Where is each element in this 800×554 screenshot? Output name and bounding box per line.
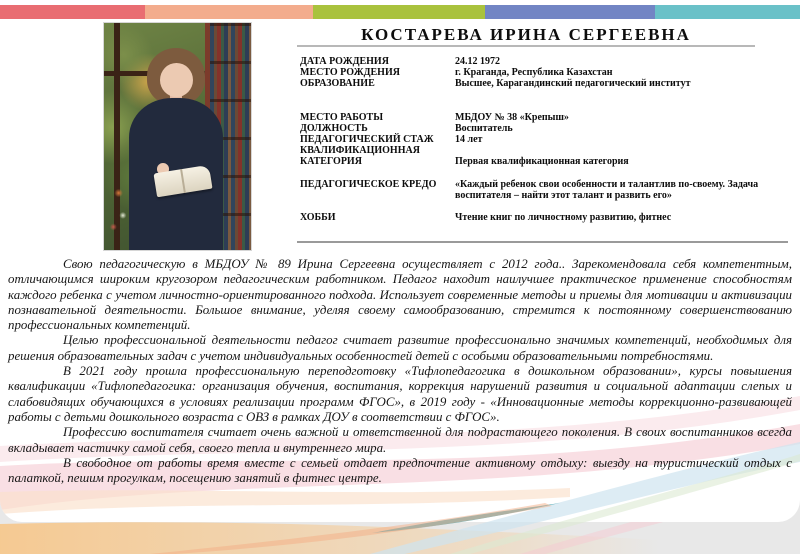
photo-person — [128, 48, 225, 250]
photo-person-face — [160, 63, 193, 97]
ribbon-peach — [0, 488, 570, 514]
info-label: ДОЛЖНОСТЬ — [300, 122, 368, 134]
info-value: «Каждый ребенок свои особенности и талантлив по-своему. Задача воспитателя – найти этот талант и развить его» — [455, 178, 759, 201]
info-row-credo — [300, 179, 792, 201]
stripe-red — [0, 5, 145, 19]
info-label: МЕСТО РАБОТЫ — [300, 111, 384, 123]
info-panel — [300, 56, 792, 223]
info-label: КВАЛИФИКАЦИОННАЯ КАТЕГОРИЯ — [300, 145, 420, 168]
info-value: Воспитатель — [455, 122, 513, 134]
paragraph-profession: Профессию воспитателя считает очень важной и ответственной для подрастающего поколения. В своих воспитанников всегда вкладывает частичку самой себя, своего тепла и внутреннего мира. — [8, 425, 792, 455]
info-label: ПЕДАГОГИЧЕСКИЙ СТАЖ — [300, 134, 434, 146]
stripe-green — [313, 5, 485, 19]
paragraph-training: В 2021 году прошла профессиональную переподготовку «Тифлопедагогика в дошкольном образовании», курсы повышения квалификации «Тифлопедагогика: организация обучения, воспитания, коррекция нарушений развития и социальной адаптации слепых и слабовидящих обучающихся в условиях реализации программ ФГОС», в 2019 году - «Инновационные методы коррекционно-развивающей работы с детьми дошкольного возраста с ОВЗ в рамках ДОУ в соответствии с ФГОС». — [8, 364, 792, 424]
info-row-education — [300, 78, 792, 89]
stripe-blue — [485, 5, 655, 19]
info-label: ХОББИ — [300, 212, 336, 224]
info-value: МБДОУ № 38 «Крепыш» — [455, 111, 569, 123]
info-value: г. Краганда, Республика Казахстан — [455, 67, 613, 79]
section-divider — [297, 241, 788, 243]
info-row-position — [300, 123, 792, 134]
info-row-birth-place — [300, 67, 792, 78]
info-value: Первая квалификационная категория — [455, 156, 629, 168]
info-value: Высшее, Карагандинский педагогический институт — [455, 78, 691, 90]
info-row-workplace — [300, 112, 792, 123]
info-value: 24.12 1972 — [455, 56, 500, 67]
info-value: Чтение книг по личностному развитию, фитнес — [455, 212, 672, 224]
info-label: ОБРАЗОВАНИЕ — [300, 78, 375, 90]
stripe-salmon — [145, 5, 313, 19]
info-label: ПЕДАГОГИЧЕСКОЕ КРЕДО — [300, 178, 437, 190]
biography-text — [8, 257, 792, 486]
top-stripe-bar — [0, 5, 800, 19]
paragraph-goal: Целью профессиональной деятельности педагог считает развитие профессионально значимых компетенций, необходимых для решения образовательных задач с учетом индивидуальных особенностей детей с особыми образовательными потребностями. — [8, 333, 792, 363]
title-underline — [297, 45, 755, 47]
portrait-photo — [103, 22, 252, 251]
info-row-hobby — [300, 212, 792, 223]
stripe-teal — [655, 5, 800, 19]
info-value: 14 лет — [455, 134, 483, 146]
info-row-experience — [300, 134, 792, 145]
info-label: ДАТА РОЖДЕНИЯ — [300, 56, 389, 67]
info-row-category — [300, 145, 792, 167]
ribbon-orange-thin — [150, 503, 552, 522]
info-row-birth-date — [300, 56, 792, 67]
paragraph-leisure: В свободное от работы время вместе с семьей отдает предпочтение активному отдыху: выезду на туристический отдых с палаткой, пешим прогулкам, посещению занятий в фитнес центре. — [8, 455, 792, 486]
paragraph-career: Свою педагогическую в МБДОУ № 89 Ирина Сергеевна осуществляет с 2012 года.. Зарекомендовала себя компетентным, отличающимся широким кругозором педагогическим работником. Педагог находит наилучшее практическое применение способностям каждого ребенка с учетом личностно-ориентированного подхода. Использует современные методы и приемы для мотивации и активизации познавательной деятельности. Большое внимание, уделяя своему самообразованию, стремится к постоянному совершенствованию профессиональных компетенций. — [8, 257, 792, 333]
info-label: МЕСТО РОЖДЕНИЯ — [300, 67, 400, 79]
page-title: КОСТАРЕВА ИРИНА СЕРГЕЕВНА — [361, 25, 691, 44]
